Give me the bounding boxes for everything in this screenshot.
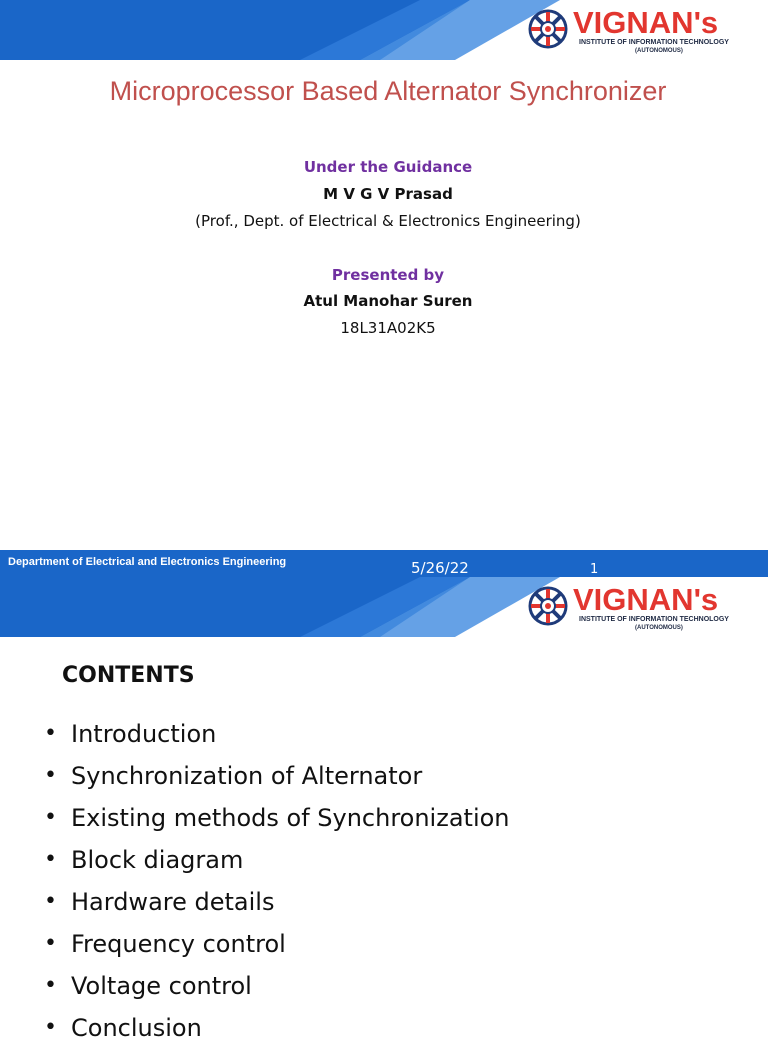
presenter-roll-number: 18L31A02K5	[340, 319, 436, 337]
bullet-icon: •	[44, 889, 57, 914]
footer-date: 5/26/22	[411, 559, 469, 577]
slide-footer	[0, 550, 768, 577]
bullet-icon: •	[44, 847, 57, 872]
header-banner	[0, 0, 768, 60]
list-item-text: Conclusion	[71, 1014, 202, 1042]
bullet-icon: •	[44, 763, 57, 788]
list-item-text: Synchronization of Alternator	[71, 762, 423, 790]
vignans-logo	[527, 582, 757, 635]
presenter-name: Atul Manohar Suren	[303, 292, 473, 310]
logo-autonomous-line: (AUTONOMOUS)	[635, 625, 683, 631]
contents-heading: CONTENTS	[62, 663, 195, 688]
list-item-text: Voltage control	[71, 972, 252, 1000]
institute-emblem-icon	[527, 585, 569, 627]
slide-2	[0, 577, 768, 1042]
list-item-text: Hardware details	[71, 888, 275, 916]
header-banner	[0, 577, 768, 637]
list-item-text: Frequency control	[71, 930, 286, 958]
guide-designation: (Prof., Dept. of Electrical & Electronics Engineering)	[195, 212, 581, 230]
list-item-text: Existing methods of Synchronization	[71, 804, 510, 832]
list-item-text: Block diagram	[71, 846, 244, 874]
institute-emblem-icon	[527, 8, 569, 50]
logo-brand-text: VIGNAN's	[573, 5, 719, 40]
logo-autonomous-line: (AUTONOMOUS)	[635, 48, 683, 54]
logo-institute-line: INSTITUTE OF INFORMATION TECHNOLOGY	[579, 39, 729, 46]
bullet-icon: •	[44, 973, 57, 998]
guide-name: M V G V Prasad	[323, 185, 453, 203]
bullet-icon: •	[44, 931, 57, 956]
list-item-text: Introduction	[71, 720, 217, 748]
guidance-label: Under the Guidance	[303, 158, 473, 176]
presented-by-label: Presented by	[331, 266, 445, 284]
bullet-icon: •	[44, 721, 57, 746]
logo-institute-line: INSTITUTE OF INFORMATION TECHNOLOGY	[579, 616, 729, 623]
vignans-logo	[527, 5, 757, 58]
footer-page-number: 1	[590, 562, 599, 577]
logo-brand-text: VIGNAN's	[573, 582, 719, 617]
bullet-icon: •	[44, 805, 57, 830]
bullet-icon: •	[44, 1015, 57, 1040]
slide-title: Microprocessor Based Alternator Synchronizer	[109, 76, 667, 106]
footer-department: Department of Electrical and Electronics Engineering	[8, 556, 287, 568]
